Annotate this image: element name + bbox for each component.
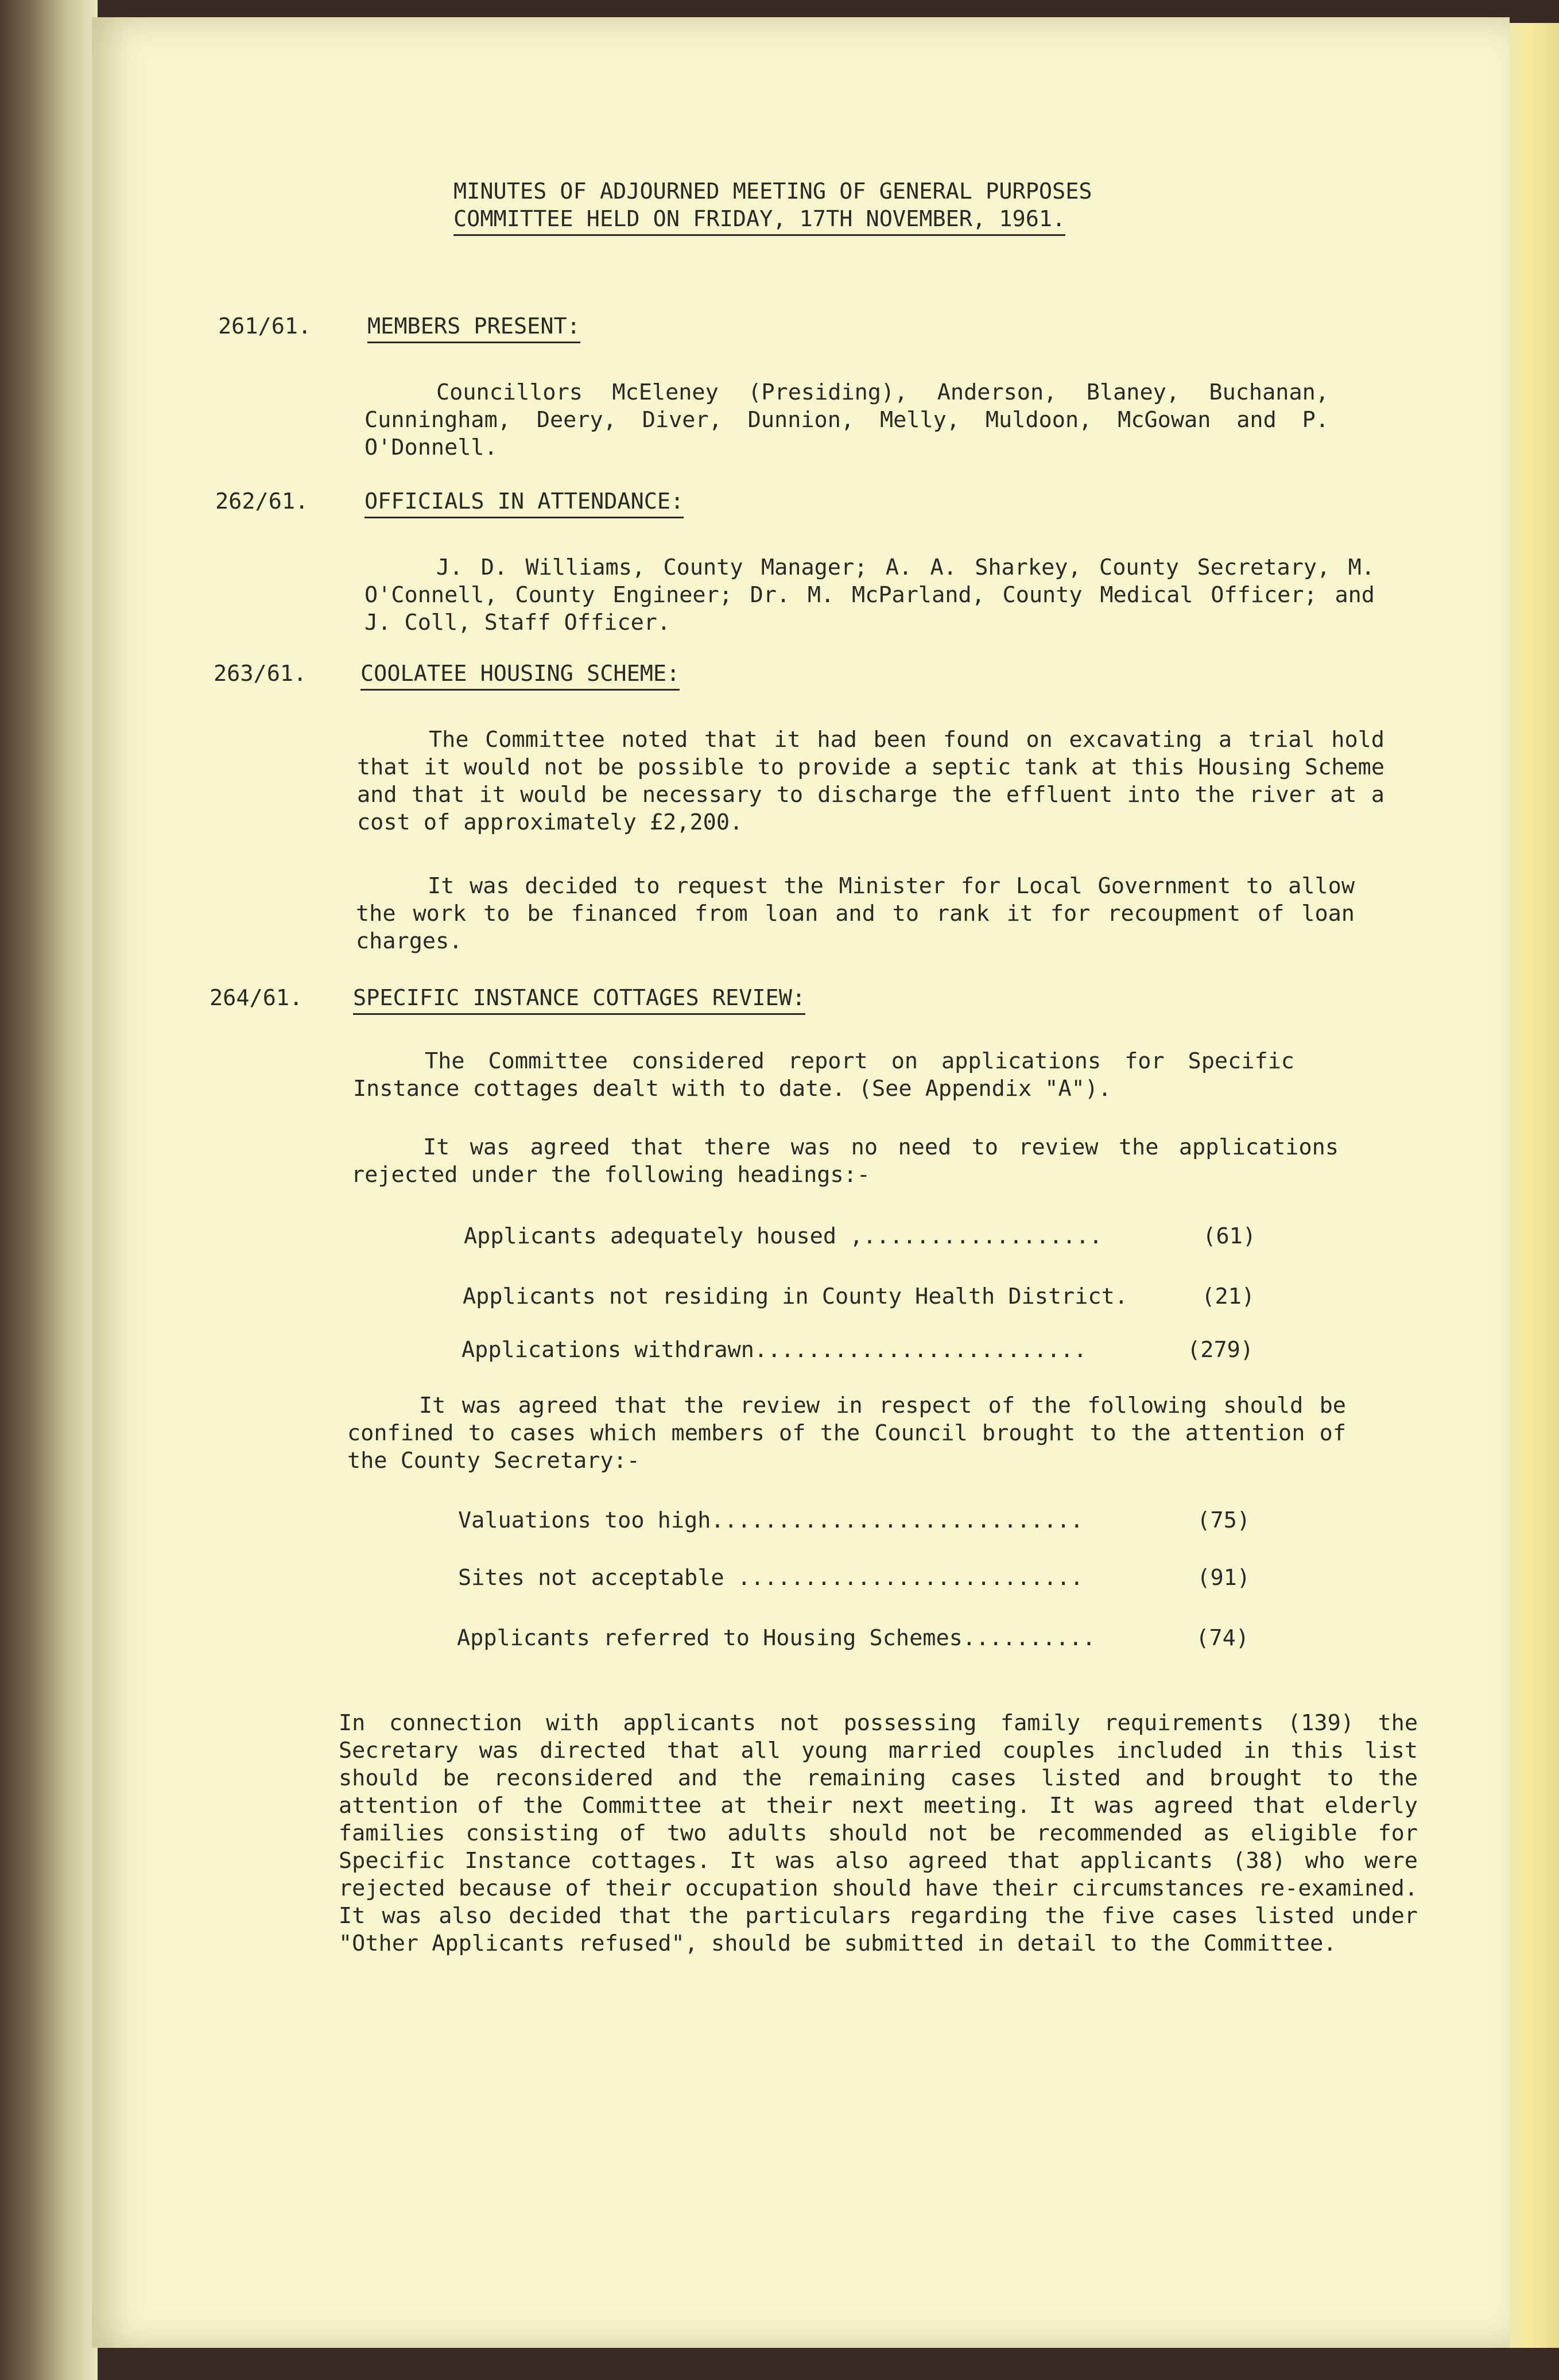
list-item-count: (75)	[1197, 1507, 1250, 1533]
list-item-label: Applicants not residing in County Health District.	[463, 1284, 1128, 1309]
heading-members-present	[367, 313, 580, 340]
page-edge	[1510, 23, 1559, 2348]
specific-paragraph-2	[351, 1134, 1339, 1189]
heading-text: COOLATEE HOUSING SCHEME:	[360, 661, 680, 691]
heading-text: OFFICIALS IN ATTENDANCE:	[364, 489, 684, 518]
coolatee-paragraph-2	[356, 873, 1355, 955]
list-item-label: Applicants referred to Housing Schemes..........	[457, 1625, 1096, 1651]
specific-paragraph-4	[339, 1710, 1418, 1958]
heading-text: MEMBERS PRESENT:	[367, 313, 580, 343]
list-item-count: (21)	[1201, 1284, 1255, 1309]
list-item-count: (91)	[1197, 1565, 1250, 1591]
list-item-count: (279)	[1187, 1337, 1254, 1363]
minute-number-264: 264/61.	[210, 985, 303, 1011]
document-title	[453, 178, 1171, 236]
specific-paragraph-1	[353, 1048, 1294, 1103]
heading-coolatee	[360, 660, 680, 688]
minute-number-261: 261/61.	[218, 313, 312, 339]
list-item-label: Valuations too high............................	[458, 1507, 1084, 1533]
book-binding	[0, 0, 98, 2380]
minute-number-263: 263/61.	[214, 661, 307, 687]
heading-text: SPECIFIC INSTANCE COTTAGES REVIEW:	[353, 985, 805, 1015]
specific-paragraph-3	[347, 1392, 1346, 1475]
list-item	[462, 1336, 1254, 1364]
coolatee-paragraph-1	[357, 726, 1385, 836]
list-item	[457, 1625, 1249, 1652]
paragraph-text: Councillors McEleney (Presiding), Anderson, Blaney, Buchanan, Cunningham, Deery, Diver, Dunnion, Melly, Muldoon, McGowan and P. O'Donnell.	[364, 379, 1329, 460]
paragraph-text: It was agreed that the review in respect of the following should be confined to cases which members of the Council brought to the attention of the County Secretary:-	[347, 1393, 1346, 1474]
paragraph-text: The Committee noted that it had been found on excavating a trial hold that it would not be possible to provide a septic tank at this Housing Scheme and that it would be necessary to discharge the effluent into the river at a cost of approximately £2,200.	[357, 727, 1385, 835]
paragraph-text: It was decided to request the Minister for Local Government to allow the work to be financed from loan and to rank it for recoupment of loan charges.	[356, 873, 1355, 954]
heading-specific-instance	[353, 984, 805, 1012]
list-item-count: (74)	[1196, 1625, 1249, 1651]
list-item-label: Applications withdrawn.........................	[462, 1337, 1087, 1363]
heading-officials	[364, 488, 684, 515]
list-item	[458, 1564, 1250, 1592]
paragraph-text: J. D. Williams, County Manager; A. A. Sharkey, County Secretary, M. O'Connell, County Engineer; Dr. M. McParland, County Medical Officer; and J. Coll, Staff Officer.	[364, 555, 1375, 635]
paragraph-text: In connection with applicants not possessing family requirements (139) the Secretary was directed that all young married couples included in this list should be reconsidered and the remaining cases listed and brought to the attention of the Committee at their next meeting. It was agreed that elderly families consisting of two adults should not be recommended as eligible for Specific Instance cottages. It was also agreed that applicants (38) who were rejected because of their occupation should have their circumstances re-examined. It was also decided that the particulars regarding the five cases listed under "Other Applicants refused", should be submitted in detail to the Committee.	[339, 1710, 1418, 1956]
members-paragraph	[364, 379, 1329, 462]
list-item	[463, 1283, 1255, 1311]
list-item	[458, 1507, 1250, 1534]
officials-paragraph	[364, 554, 1375, 637]
minute-number-262: 262/61.	[215, 489, 309, 514]
list-item	[464, 1223, 1256, 1250]
title-line-2: COMMITTEE HELD ON FRIDAY, 17TH NOVEMBER, 1961.	[453, 206, 1065, 236]
list-item-label: Applicants adequately housed ,..................	[464, 1223, 1103, 1249]
list-item-count: (61)	[1203, 1223, 1256, 1249]
paragraph-text: It was agreed that there was no need to review the applications rejected under the following headings:-	[351, 1134, 1339, 1188]
list-item-label: Sites not acceptable ..........................	[458, 1565, 1084, 1591]
paragraph-text: The Committee considered report on applications for Specific Instance cottages dealt with to date. (See Appendix "A").	[353, 1048, 1294, 1102]
title-line-1: MINUTES OF ADJOURNED MEETING OF GENERAL PURPOSES	[453, 179, 1092, 204]
